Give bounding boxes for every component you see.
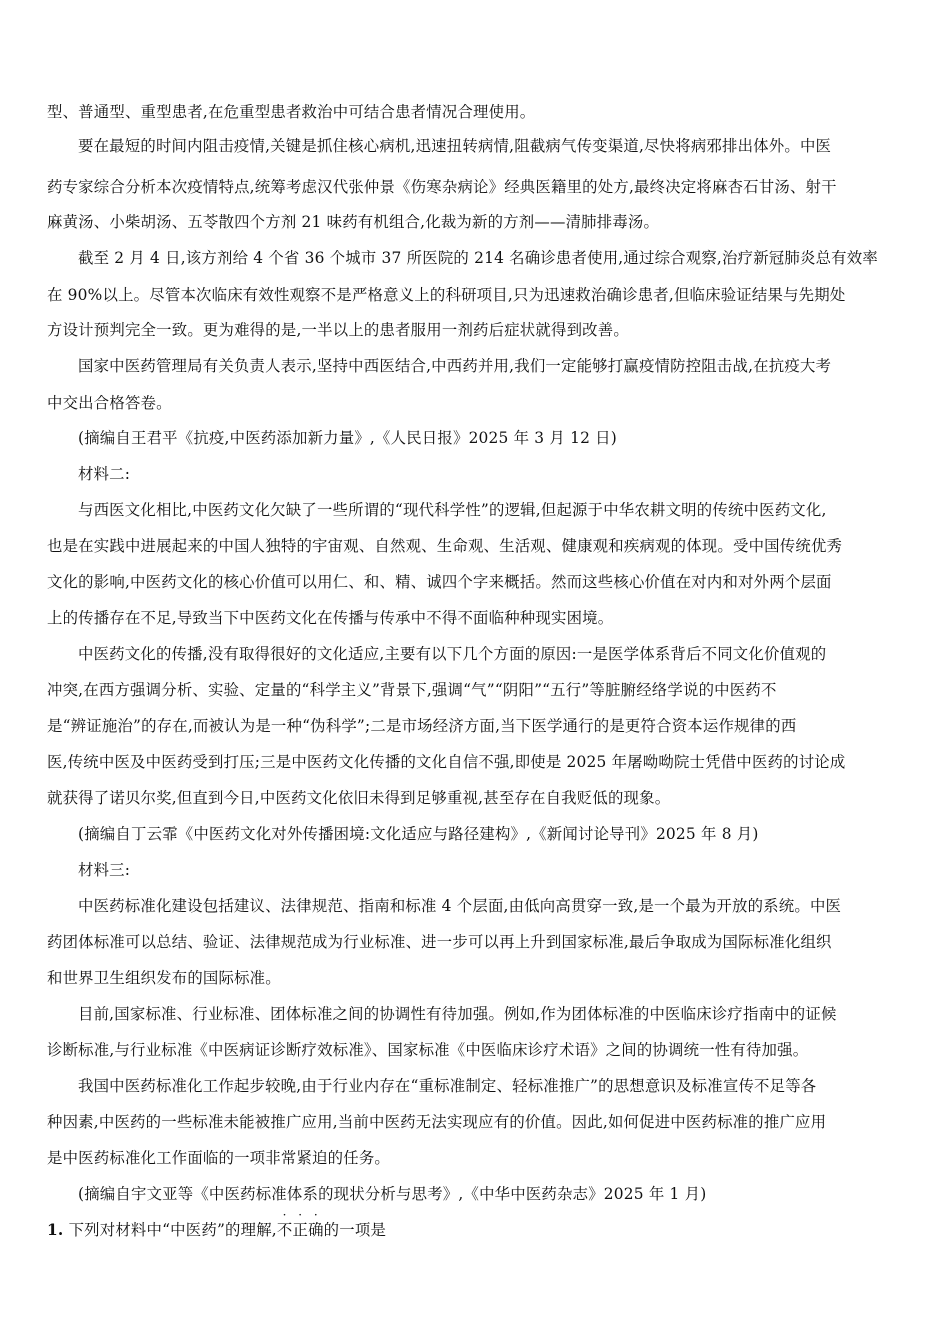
section-heading: 材料三: — [78, 861, 131, 879]
question-suffix: 的一项是 — [323, 1221, 387, 1239]
paragraph-line: 我国中医药标准化工作起步较晚,由于行业内存在“重标准制定、轻标准推广”的思想意识及标准宣传不足等各 — [78, 1077, 817, 1095]
section-heading: 材料二: — [78, 465, 131, 483]
paragraph-line: 和世界卫生组织发布的国际标准。 — [47, 969, 281, 987]
paragraph-line: 是“辨证施治”的存在,而被认为是一种“伪科学”;二是市场经济方面,当下医学通行的是更符合资本运作规律的西 — [47, 717, 797, 735]
paragraph-line: 医,传统中医及中医药受到打压;三是中医药文化传播的文化自信不强,即使是 2025 年屠呦呦院士凭借中医药的讨论成 — [47, 753, 846, 771]
emphasis-char: 确 — [308, 1221, 324, 1239]
paragraph-line: 要在最短的时间内阻击疫情,关键是抓住核心病机,迅速扭转病情,阻截病气传变渠道,尽快将病邪排出体外。中医 — [78, 137, 832, 155]
paragraph-line: 中交出合格答卷。 — [47, 394, 172, 412]
paragraph-line: 药团体标准可以总结、验证、法律规范成为行业标准、进一步可以再上升到国家标准,最后争取成为国际标准化组织 — [47, 933, 832, 951]
paragraph-line: 也是在实践中进展起来的中国人独特的宇宙观、自然观、生命观、生活观、健康观和疾病观的体现。受中国传统优秀 — [47, 537, 843, 555]
paragraph-line: 目前,国家标准、行业标准、团体标准之间的协调性有待加强。例如,作为团体标准的中医临床诊疗指南中的证候 — [78, 1005, 837, 1023]
paragraph-line: 与西医文化相比,中医药文化欠缺了一些所谓的“现代科学性”的逻辑,但起源于中华农耕文明的传统中医药文化, — [78, 501, 827, 519]
question-1 — [47, 1219, 386, 1241]
paragraph-line: 中医药标准化建设包括建议、法律规范、指南和标准 4 个层面,由低向高贯穿一致,是一个最为开放的系统。中医 — [78, 897, 842, 915]
paragraph-line: 方设计预判完全一致。更为难得的是,一半以上的患者服用一剂药后症状就得到改善。 — [47, 321, 629, 339]
paragraph-line: 国家中医药管理局有关负责人表示,坚持中西医结合,中西药并用,我们一定能够打赢疫情防控阻击战,在抗疫大考 — [78, 357, 832, 375]
paragraph-line: 上的传播存在不足,导致当下中医药文化在传播与传承中不得不面临种种现实困境。 — [47, 609, 614, 627]
question-emphasis — [277, 1221, 324, 1239]
paragraph-line: 型、普通型、重型患者,在危重型患者救治中可结合患者情况合理使用。 — [47, 103, 536, 121]
paragraph-line: 中医药文化的传播,没有取得很好的文化适应,主要有以下几个方面的原因:一是医学体系背后不同文化价值观的 — [78, 645, 827, 663]
paragraph-line: 截至 2 月 4 日,该方剂给 4 个省 36 个城市 37 所医院的 214 名确诊患者使用,通过综合观察,治疗新冠肺炎总有效率 — [78, 249, 878, 267]
paragraph-line: 麻黄汤、小柴胡汤、五苓散四个方剂 21 味药有机组合,化裁为新的方剂——清肺排毒汤。 — [47, 213, 660, 231]
paragraph-line: 文化的影响,中医药文化的核心价值可以用仁、和、精、诚四个字来概括。然而这些核心价值在对内和对外两个层面 — [47, 573, 832, 591]
source-citation: (摘编自丁云霏《中医药文化对外传播困境:文化适应与路径建构》,《新闻讨论导刊》2025 年 8 月) — [78, 825, 759, 843]
paragraph-line: 诊断标准,与行业标准《中医病证诊断疗效标准》、国家标准《中医临床诊疗术语》之间的协调统一性有待加强。 — [47, 1041, 809, 1059]
emphasis-char: 不 — [276, 1221, 293, 1239]
paragraph-line: 就获得了诺贝尔奖,但直到今日,中医药文化依旧未得到足够重视,甚至存在自我贬低的现象。 — [47, 789, 671, 807]
question-prefix: 下列对材料中“中医药”的理解, — [68, 1221, 277, 1239]
paragraph-line: 冲突,在西方强调分析、实验、定量的“科学主义”背景下,强调“气”“阴阳”“五行”等脏腑经络学说的中医药不 — [47, 681, 777, 699]
question-number: 1. — [47, 1221, 64, 1239]
paragraph-line: 是中医药标准化工作面临的一项非常紧迫的任务。 — [47, 1149, 390, 1167]
paragraph-line: 种因素,中医药的一些标准未能被推广应用,当前中医药无法实现应有的价值。因此,如何促进中医药标准的推广应用 — [47, 1113, 827, 1131]
paragraph-line: 在 90%以上。尽管本次临床有效性观察不是严格意义上的科研项目,只为迅速救治确诊患者,但临床验证结果与先期处 — [47, 286, 846, 304]
source-citation: (摘编自王君平《抗疫,中医药添加新力量》,《人民日报》2025 年 3 月 12 日) — [78, 429, 617, 447]
emphasis-text — [277, 1221, 324, 1239]
paragraph-line: 药专家综合分析本次疫情特点,统筹考虑汉代张仲景《伤寒杂病论》经典医籍里的处方,最终决定将麻杏石甘汤、射干 — [47, 178, 837, 196]
source-citation: (摘编自宇文亚等《中医药标准体系的现状分析与思考》,《中华中医药杂志》2025 年 1 月) — [78, 1185, 707, 1203]
emphasis-char: 正 — [292, 1221, 309, 1239]
